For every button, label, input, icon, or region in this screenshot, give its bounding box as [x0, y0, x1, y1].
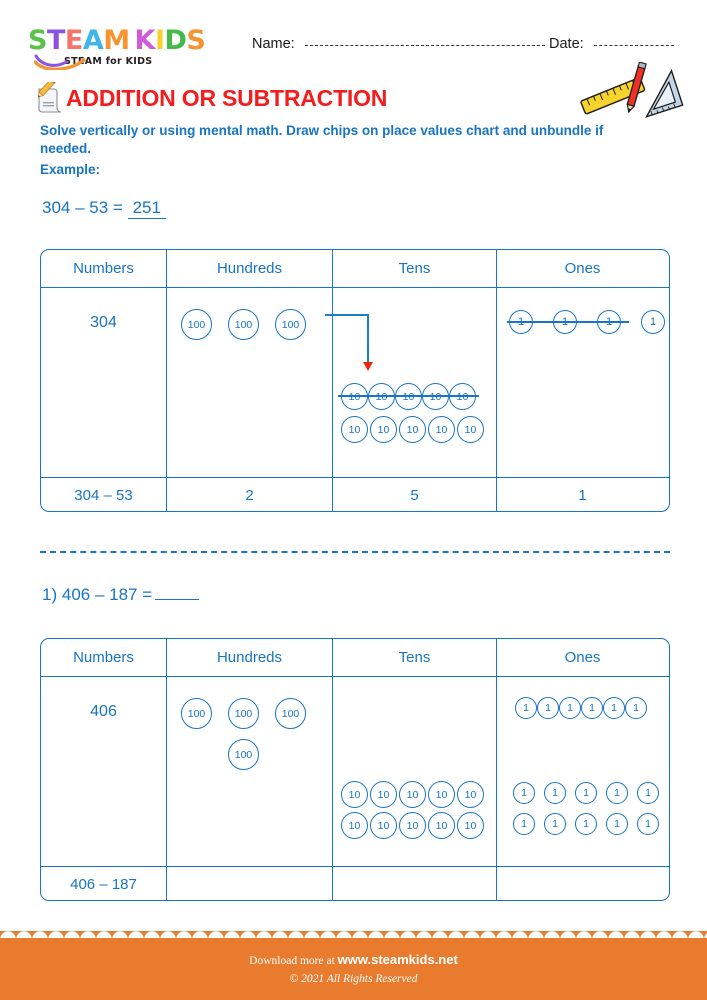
- chip-1: 1: [625, 697, 647, 719]
- logo-letter: E: [64, 25, 83, 56]
- chip-10: 10: [457, 416, 484, 443]
- chip-10: 10: [428, 781, 455, 808]
- name-label: Name:: [252, 36, 295, 52]
- chip-1: 1: [575, 813, 597, 835]
- table-header-row: [41, 639, 669, 677]
- chip-1: 1: [515, 697, 537, 719]
- chip-10: 10: [370, 812, 397, 839]
- example-equation: [42, 198, 166, 218]
- chip-10: 10: [341, 416, 368, 443]
- date-field[interactable]: [549, 36, 674, 52]
- chip-10: 10: [428, 416, 455, 443]
- tens-strikethrough: [338, 395, 479, 397]
- chip-10: 10: [399, 781, 426, 808]
- header-tens: Tens: [333, 639, 497, 676]
- answer-ones[interactable]: [497, 867, 668, 901]
- logo-tagline: STEAM for KIDS: [64, 56, 153, 67]
- question-1: [42, 585, 199, 605]
- ruler-pencil-triangle-icon: [575, 62, 690, 124]
- date-label: Date:: [549, 36, 584, 52]
- chip-1: 1: [637, 813, 659, 835]
- scallop-edge: [0, 931, 707, 947]
- instructions-text: Solve vertically or using mental math. Draw chips on place values chart and unbundle if needed.: [40, 123, 604, 156]
- chip-100: 100: [181, 309, 212, 340]
- chip-10: 10: [428, 812, 455, 839]
- answer-tens[interactable]: 5: [333, 478, 497, 512]
- logo-swoosh-icon: [34, 54, 86, 70]
- hundreds-chip-row: [181, 309, 306, 340]
- title-row: [32, 82, 387, 115]
- chip-1: 1: [637, 782, 659, 804]
- chip-10: 10: [370, 781, 397, 808]
- cell-number: [41, 288, 167, 477]
- footer-download-line: [0, 952, 707, 967]
- answer-ones[interactable]: 1: [578, 486, 587, 504]
- answer-hundreds[interactable]: 2: [167, 478, 333, 512]
- logo-letter: K: [134, 25, 155, 56]
- table-answer-row: [41, 867, 669, 901]
- notepad-pencil-icon: [32, 82, 62, 115]
- tens-chip-row-2: [341, 416, 484, 443]
- chip-10: 10: [341, 812, 368, 839]
- date-input-line[interactable]: [594, 45, 674, 46]
- cell-ones[interactable]: [497, 677, 668, 866]
- hundreds-chip-row-2: [228, 739, 259, 770]
- chip-1: 1: [603, 697, 625, 719]
- tens-chip-row-2: [341, 812, 484, 839]
- place-value-chart-example: [40, 249, 670, 512]
- page-footer: [0, 938, 707, 1000]
- chip-1: 1: [606, 782, 628, 804]
- logo-letter: D: [164, 25, 187, 56]
- hundreds-chip-row-1: [181, 698, 306, 729]
- chip-100: 100: [275, 309, 306, 340]
- table-header-row: [41, 250, 669, 288]
- chip-1: 1: [544, 782, 566, 804]
- question-answer-blank[interactable]: [155, 599, 199, 600]
- logo-letter: S: [28, 25, 47, 56]
- chip-100: 100: [228, 739, 259, 770]
- chip-1: 1: [575, 782, 597, 804]
- name-input-line[interactable]: [305, 45, 545, 46]
- header-ones: Ones: [564, 649, 601, 666]
- chip-1: 1: [544, 813, 566, 835]
- table-body-row: [41, 288, 669, 478]
- name-field[interactable]: [252, 36, 545, 52]
- cell-hundreds[interactable]: [167, 288, 333, 477]
- header-hundreds: Hundreds: [167, 250, 333, 287]
- logo-wordmark: [28, 27, 205, 54]
- number-value: 304: [90, 314, 117, 331]
- footer-site-link[interactable]: www.steamkids.net: [337, 952, 458, 967]
- logo-letter: S: [186, 25, 206, 56]
- steam-kids-logo: [28, 27, 205, 67]
- cell-tens[interactable]: [333, 288, 497, 477]
- footer-download-prefix: Download more at: [249, 955, 338, 967]
- cell-number: [41, 677, 167, 866]
- chip-100: 100: [275, 698, 306, 729]
- example-answer: 251: [128, 198, 166, 219]
- logo-letter: M: [103, 25, 130, 56]
- logo-letter: T: [46, 25, 65, 56]
- header-hundreds: Hundreds: [167, 639, 333, 676]
- answer-hundreds[interactable]: [167, 867, 333, 901]
- number-value: 406: [90, 703, 117, 720]
- chip-1: 1: [641, 310, 665, 334]
- header-numbers: Numbers: [41, 250, 167, 287]
- cell-ones[interactable]: [497, 288, 668, 477]
- place-value-chart-question-1: [40, 638, 670, 901]
- example-expression: 304 – 53 =: [42, 198, 128, 217]
- chip-1: 1: [537, 697, 559, 719]
- answer-label: 304 – 53: [41, 478, 167, 512]
- ones-chip-row-2: [513, 813, 659, 835]
- cell-tens[interactable]: [333, 677, 497, 866]
- ones-chip-row-1: [513, 782, 659, 804]
- section-divider: [40, 551, 670, 553]
- chip-1: 1: [606, 813, 628, 835]
- chip-100: 100: [228, 309, 259, 340]
- header-ones: Ones: [564, 260, 601, 277]
- chip-10: 10: [341, 781, 368, 808]
- chip-10: 10: [399, 812, 426, 839]
- chip-10: 10: [457, 781, 484, 808]
- unbundle-arrow-icon: [325, 314, 385, 376]
- answer-label: 406 – 187: [41, 867, 167, 901]
- chip-10: 10: [370, 416, 397, 443]
- chip-100: 100: [228, 698, 259, 729]
- chip-1: 1: [513, 813, 535, 835]
- chip-10: 10: [457, 812, 484, 839]
- cell-hundreds[interactable]: [167, 677, 333, 866]
- page-title: ADDITION OR SUBTRACTION: [66, 85, 388, 111]
- header-numbers: Numbers: [41, 639, 167, 676]
- question-expression: 406 – 187 =: [61, 585, 153, 604]
- logo-letter: A: [82, 25, 104, 56]
- chip-1: 1: [513, 782, 535, 804]
- chip-10: 10: [399, 416, 426, 443]
- ones-strikethrough: [507, 321, 629, 323]
- ones-chip-row-top: [515, 697, 647, 719]
- header-tens: Tens: [333, 250, 497, 287]
- answer-tens[interactable]: [333, 867, 497, 901]
- chip-1: 1: [581, 697, 603, 719]
- footer-copyright: © 2021 All Rights Reserved: [289, 973, 418, 985]
- example-label: Example:: [40, 162, 101, 177]
- chip-1: 1: [559, 697, 581, 719]
- logo-letter: I: [154, 25, 165, 56]
- table-answer-row: [41, 478, 669, 512]
- tens-chip-row-1: [341, 781, 484, 808]
- chip-100: 100: [181, 698, 212, 729]
- question-number: 1): [42, 585, 58, 604]
- table-body-row: [41, 677, 669, 867]
